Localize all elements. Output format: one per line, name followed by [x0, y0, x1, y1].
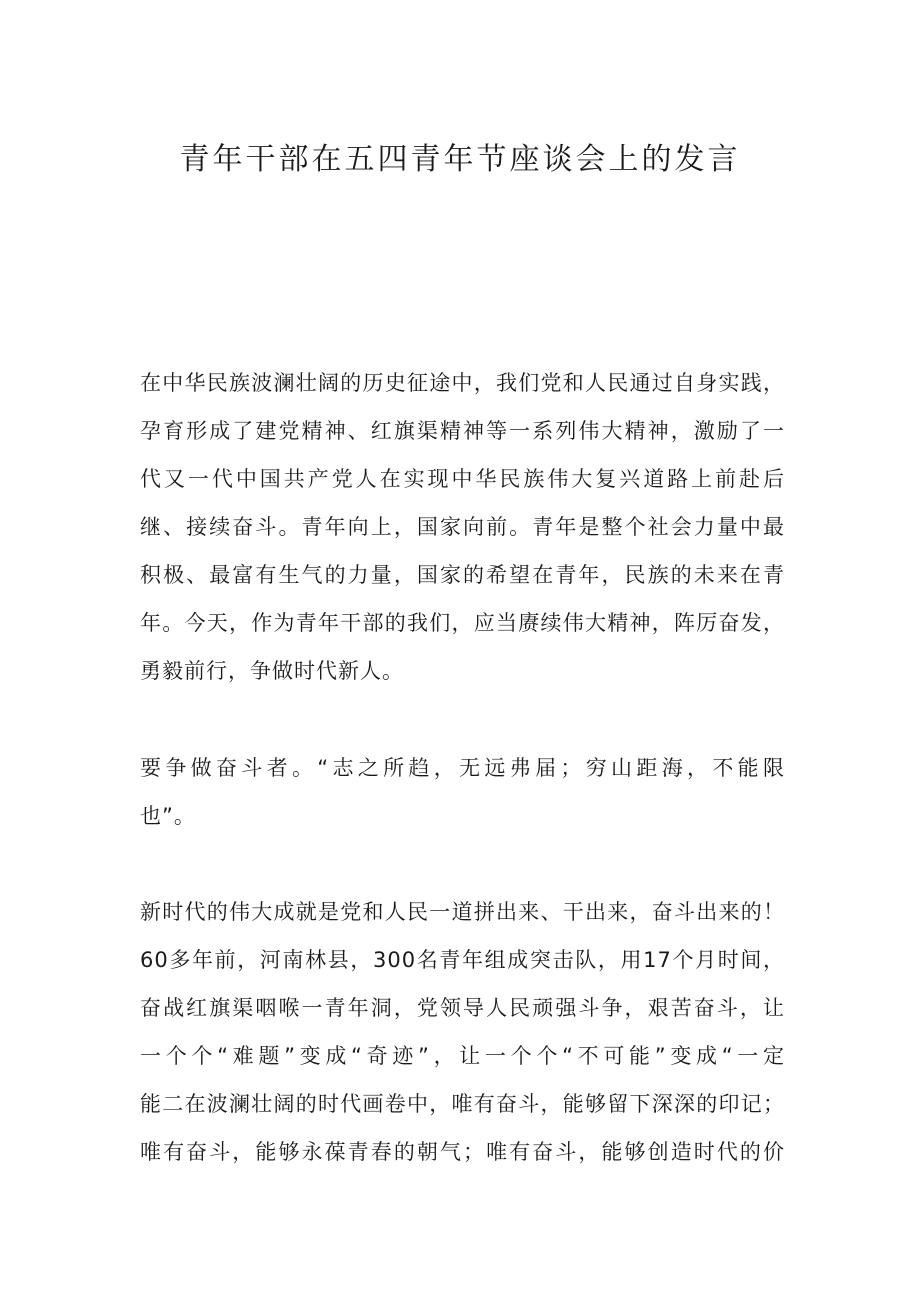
paragraph-line: 一个个“难题”变成“奇迹”，让一个个“不可能”变成“一定 — [140, 1044, 785, 1068]
paragraph-line: 继、接续奋斗。青年向上，国家向前。青年是整个社会力量中最 — [140, 515, 785, 539]
paragraph-line: 奋战红旗渠咽喉一青年洞，党领导人民顽强斗争，艰苦奋斗，让 — [140, 996, 785, 1020]
paragraph-line: 积极、最富有生气的力量，国家的希望在青年，民族的未来在青 — [140, 563, 785, 587]
paragraph-line: 新时代的伟大成就是党和人民一道拼出来、干出来，奋斗出来的！ — [140, 900, 785, 924]
paragraph-line: 代又一代中国共产党人在实现中华民族伟大复兴道路上前赴后 — [140, 467, 785, 491]
paragraph-line: 唯有奋斗，能够永葆青春的朝气；唯有奋斗，能够创造时代的价 — [140, 1140, 785, 1164]
paragraph-2 — [140, 744, 785, 840]
paragraph-line: 在中华民族波澜壮阔的历史征途中，我们党和人民通过自身实践， — [140, 371, 785, 395]
paragraph-line: 也”。 — [140, 804, 196, 828]
paragraph-line: 勇毅前行，争做时代新人。 — [140, 659, 404, 683]
paragraph-line: 要争做奋斗者。“志之所趋，无远弗届；穷山距海，不能限 — [140, 756, 785, 780]
paragraph-1 — [140, 359, 785, 695]
paragraph-line: 年。今天，作为青年干部的我们，应当赓续伟大精神，阵厉奋发， — [140, 611, 785, 635]
paragraph-line: 能二在波澜壮阔的时代画卷中，唯有奋斗，能够留下深深的印记； — [140, 1092, 785, 1116]
paragraph-line: 孕育形成了建党精神、红旗渠精神等一系列伟大精神，激励了一 — [140, 419, 785, 443]
document-title: 青年干部在五四青年节座谈会上的发言 — [179, 142, 741, 177]
paragraph-3 — [140, 888, 785, 1176]
paragraph-line: 60多年前，河南林县，300名青年组成突击队，用17个月时间， — [140, 948, 785, 972]
